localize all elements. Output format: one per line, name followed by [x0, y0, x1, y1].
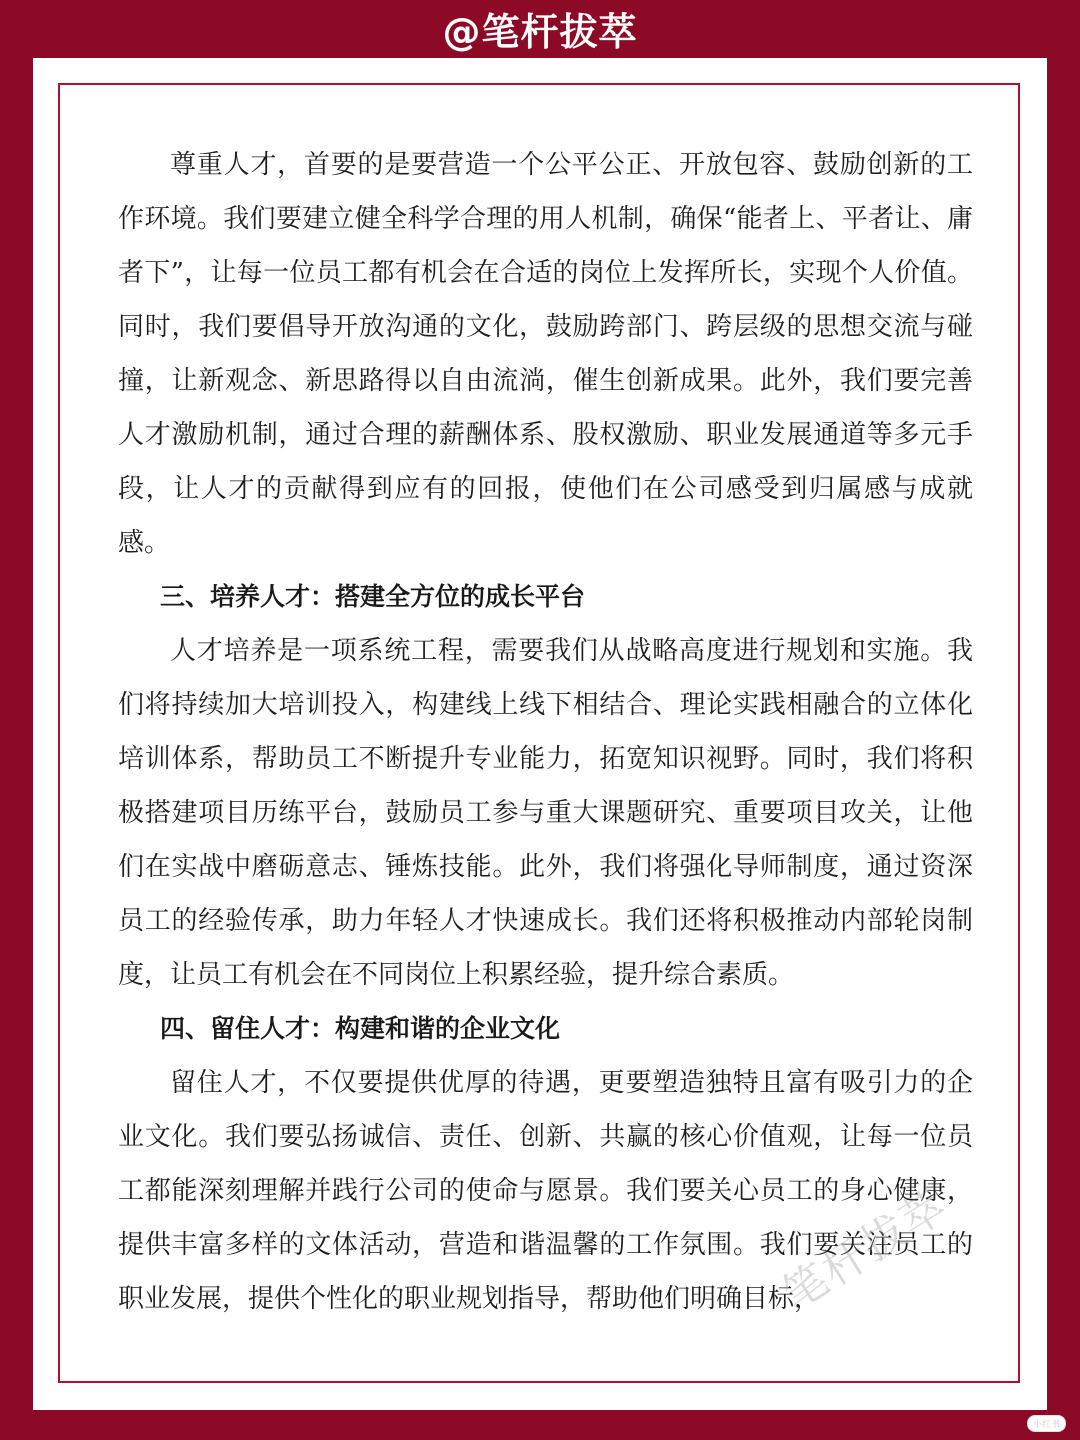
document-body [118, 138, 973, 1326]
section-heading-retain-talent: 四、留住人才：构建和谐的企业文化 [160, 1014, 561, 1043]
paragraph-respect-talent: 尊重人才，首要的是要营造一个公平公正、开放包容、鼓励创新的工作环境。我们要建立健全科学合理的用人机制，确保“能者上、平者让、庸者下”，让每一位员工都有机会在合适的岗位上发挥所长，实现个人价值。同时，我们要倡导开放沟通的文化，鼓励跨部门、跨层级的思想交流与碰撞，让新观念、新思路得以自由流淌，催生创新成果。此外，我们要完善人才激励机制，通过合理的薪酬体系、股权激励、职业发展通道等多元手段，让人才的贡献得到应有的回报，使他们在公司感受到归属感与成就感。 [118, 150, 973, 558]
document-page [33, 58, 1047, 1410]
page-title: @笔杆拔萃 [442, 10, 638, 54]
corner-badge: 小红书 [1027, 1415, 1066, 1432]
watermark: 笔杆拔萃 [773, 1179, 957, 1321]
paragraph-retain-talent: 留住人才，不仅要提供优厚的待遇，更要塑造独特且富有吸引力的企业文化。我们要弘扬诚信、责任、创新、共赢的核心价值观，让每一位员工都能深刻理解并践行公司的使命与愿景。我们要关心员工的身心健康，提供丰富多样的文体活动，营造和谐温馨的工作氛围。我们要关注员工的职业发展，提供个性化的职业规划指导，帮助他们明确目标， [118, 1068, 973, 1314]
paragraph-cultivate-talent: 人才培养是一项系统工程，需要我们从战略高度进行规划和实施。我们将持续加大培训投入，构建线上线下相结合、理论实践相融合的立体化培训体系，帮助员工不断提升专业能力，拓宽知识视野。同时，我们将积极搭建项目历练平台，鼓励员工参与重大课题研究、重要项目攻关，让他们在实战中磨砺意志、锤炼技能。此外，我们将强化导师制度，通过资深员工的经验传承，助力年轻人才快速成长。我们还将积极推动内部轮岗制度，让员工有机会在不同岗位上积累经验，提升综合素质。 [118, 636, 973, 990]
section-heading-cultivate-talent: 三、培养人才：搭建全方位的成长平台 [160, 582, 586, 611]
